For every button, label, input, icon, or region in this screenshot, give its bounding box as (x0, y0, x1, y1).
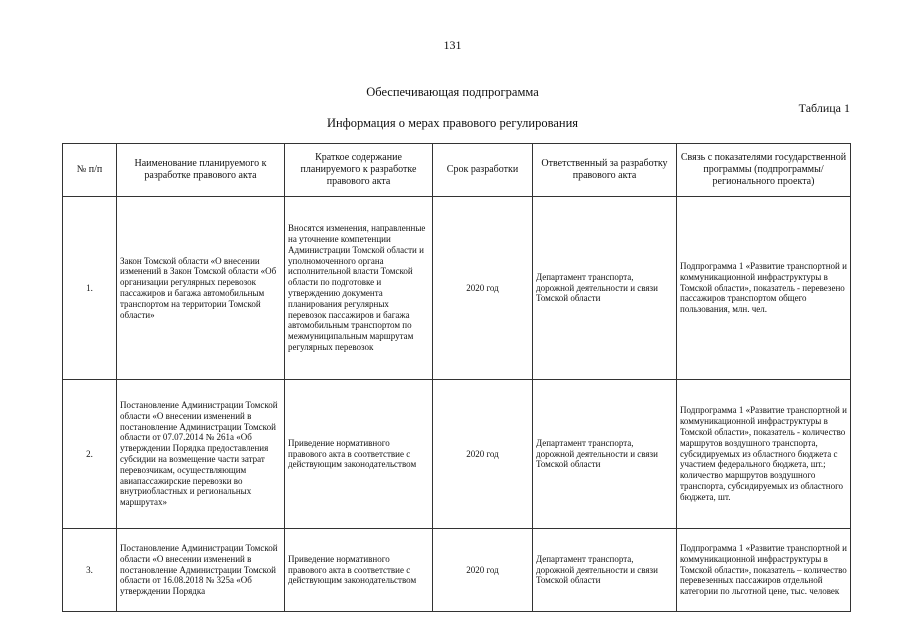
column-header-content: Краткое содержание планируемого к разработке правового акта (285, 144, 433, 197)
column-header-number: № п/п (63, 144, 117, 197)
column-header-act-name: Наименование планируемого к разработке правового акта (117, 144, 285, 197)
indicator-link-cell: Подпрограмма 1 «Развитие транспортной и коммуникационной инфраструктуры в Томской области», показатель - перевезено пассажиров транспортом общего пользования, млн. чел. (677, 197, 851, 380)
table-row (63, 380, 851, 529)
column-header-responsible: Ответственный за разработку правового акта (533, 144, 677, 197)
table-header-row (63, 144, 851, 197)
act-content-cell: Приведение нормативного правового акта в соответствие с действующим законодательством (285, 380, 433, 529)
column-header-term: Срок разработки (433, 144, 533, 197)
responsible-cell: Департамент транспорта, дорожной деятельности и связи Томской области (533, 197, 677, 380)
table-label: Таблица 1 (798, 101, 850, 115)
term-cell: 2020 год (433, 197, 533, 380)
act-content-cell: Приведение нормативного правового акта в соответствие с действующим законодательством (285, 529, 433, 612)
indicator-link-cell: Подпрограмма 1 «Развитие транспортной и коммуникационной инфраструктуры в Томской области», показатель - количество маршрутов воздушного транспорта, субсидируемых из областного бюджета с участием федерального бюджета, шт.; количество маршрутов воздушного транспорта, субсидируемых из областного бюджета, шт. (677, 380, 851, 529)
table-row (63, 529, 851, 612)
column-header-indicators: Связь с показателями государственной программы (подпрограммы/регионального проекта) (677, 144, 851, 197)
row-number: 1. (63, 197, 117, 380)
table-row (63, 197, 851, 380)
indicator-link-cell: Подпрограмма 1 «Развитие транспортной и коммуникационной инфраструктуры в Томской области», показатель – количество перевезенных пассажиров отдельной категории по льготной цене, тыс. человек (677, 529, 851, 612)
act-name-cell: Постановление Администрации Томской области «О внесении изменений в постановление Администрации Томской области от 07.07.2014 № 261а «Об утверждении Порядка предоставления субсидии на возмещение части затрат перевозчикам, осуществляющим авиапассажирские перевозки во внутриобластных и региональных маршрутах» (117, 380, 285, 529)
term-cell: 2020 год (433, 529, 533, 612)
row-number: 3. (63, 529, 117, 612)
row-number: 2. (63, 380, 117, 529)
table-title: Информация о мерах правового регулирования (326, 116, 579, 130)
act-name-cell: Закон Томской области «О внесении изменений в Закон Томской области «Об организации регулярных перевозок пассажиров и багажа автомобильным транспортом на территории Томской области» (117, 197, 285, 380)
subprogram-title: Обеспечивающая подпрограмма (366, 85, 539, 99)
responsible-cell: Департамент транспорта, дорожной деятельности и связи Томской области (533, 529, 677, 612)
page-number: 131 (443, 38, 462, 52)
act-name-cell: Постановление Администрации Томской области «О внесении изменений в постановление Администрации Томской области от 16.08.2018 № 325а «Об утверждении Порядка (117, 529, 285, 612)
legal-measures-table (62, 143, 851, 612)
act-content-cell: Вносятся изменения, направленные на уточнение компетенции Администрации Томской области и уполномоченного органа исполнительной власти Томской области по подготовке и утверждению документа планирования регулярных перевозок пассажиров и багажа автомобильным транспортом по межмуниципальным маршрутам регулярных перевозок (285, 197, 433, 380)
responsible-cell: Департамент транспорта, дорожной деятельности и связи Томской области (533, 380, 677, 529)
term-cell: 2020 год (433, 380, 533, 529)
